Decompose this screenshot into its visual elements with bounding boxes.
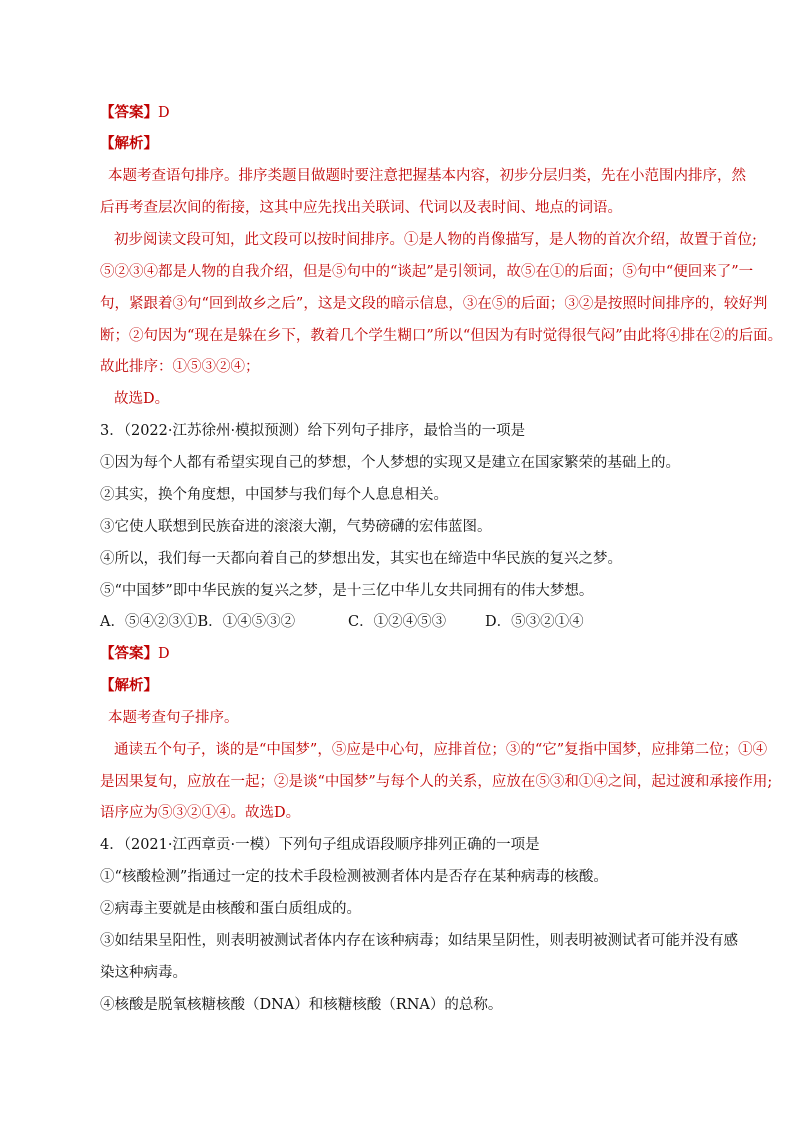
analysis-text-line: 本题考查句子排序。 (108, 710, 239, 726)
answer-value: D (158, 105, 170, 121)
analysis-text-line: 句，紧跟着③句“回到故乡之后”，这是文段的暗示信息，③在⑤的后面；③②是按照时间排序的，较好判 (100, 296, 768, 312)
answer-line (100, 644, 170, 664)
analysis-text-line: 初步阅读文段可知，此文段可以按时间排序。①是人物的肖像描写，是人物的首次介绍，故置于首位; (114, 232, 757, 248)
analysis-text-line: 故此排序：①⑤③②④； (100, 359, 260, 375)
analysis-text-line: 后再考查层次间的衔接，这其中应先找出关联词、代词以及表时间、地点的词语。 (100, 200, 622, 216)
sentence-item: ③如结果呈阳性，则表明被测试者体内存在该种病毒；如结果呈阴性，则表明被测试者可能并没有感 (100, 933, 738, 949)
option-ab: A．⑤④②③①B．①④⑤③② (100, 614, 296, 630)
sentence-item: ②其实，换个角度想，中国梦与我们每个人息息相关。 (100, 487, 448, 503)
sentence-item: ⑤“中国梦”即中华民族的复兴之梦，是十三亿中华儿女共同拥有的伟大梦想。 (100, 583, 594, 599)
analysis-text-line: 是因果复句，应放在一起；②是谈“中国梦”与每个人的关系，应放在⑤③和①④之间，起过渡和承接作用; (100, 774, 773, 790)
analysis-label: 【解析】 (100, 135, 158, 152)
question-stem: 3．（2022·江苏徐州·模拟预测）给下列句子排序，最恰当的一项是 (100, 423, 526, 439)
sentence-item: ④核酸是脱氧核糖核酸（DNA）和核糖核酸（RNA）的总称。 (100, 997, 503, 1013)
answer-label: 【答案】 (100, 645, 158, 662)
sentence-item: ①因为每个人都有希望实现自己的梦想，个人梦想的实现又是建立在国家繁荣的基础上的。 (100, 455, 680, 471)
analysis-text-line: 本题考查语句排序。排序类题目做题时要注意把握基本内容，初步分层归类，先在小范围内排序，然 (108, 168, 746, 184)
analysis-text-line: 通读五个句子，谈的是“中国梦”，⑤应是中心句，应排首位；③的“它”复指中国梦，应排第二位；①④ (114, 742, 768, 758)
option-d: D．⑤③②①④ (485, 614, 584, 630)
question-stem: 4．（2021·江西章贡·一模）下列句子组成语段顺序排列正确的一项是 (100, 837, 540, 853)
analysis-text-line: 语序应为⑤③②①④。故选D。 (100, 805, 301, 821)
sentence-item: ②病毒主要就是由核酸和蛋白质组成的。 (100, 901, 361, 917)
analysis-label-line (100, 134, 158, 154)
sentence-item: ④所以，我们每一天都向着自己的梦想出发，其实也在缔造中华民族的复兴之梦。 (100, 551, 622, 567)
sentence-item: ③它使人联想到民族奋进的滚滚大潮，气势磅礴的宏伟蓝图。 (100, 519, 492, 535)
answer-line (100, 103, 170, 123)
sentence-item: ①“核酸检测”指通过一定的技术手段检测被测者体内是否存在某种病毒的核酸。 (100, 869, 608, 885)
analysis-text-line: 断；②句因为“现在是躲在乡下，教着几个学生糊口”所以“但因为有时觉得很气闷”由此将④排在②的后面。 (100, 328, 783, 344)
analysis-label-line (100, 676, 158, 696)
analysis-conclusion: 故选D。 (114, 391, 170, 407)
analysis-text-line: ⑤②③④都是人物的自我介绍，但是⑤句中的“谈起”是引领词，故⑤在①的后面；⑤句中“便回来了”一 (100, 264, 754, 280)
sentence-item: 染这种病毒。 (100, 965, 187, 981)
option-c: C．①②④⑤③ (348, 614, 447, 630)
analysis-label: 【解析】 (100, 677, 158, 694)
answer-label: 【答案】 (100, 104, 158, 121)
answer-value: D (158, 646, 170, 662)
